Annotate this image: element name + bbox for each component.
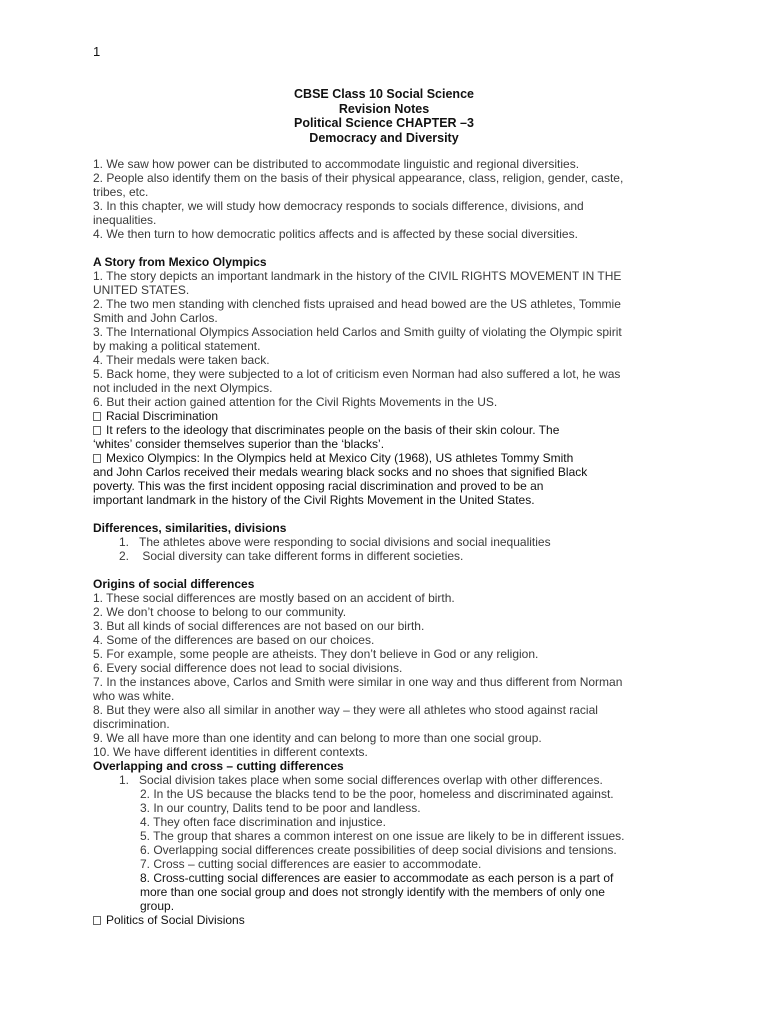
bullet-text: Politics of Social Divisions [106,913,245,927]
overlapping-line: more than one social group and does not strongly identify with the members of only one [140,885,605,899]
checkbox-bullet-icon [93,412,101,421]
origins-line: 8. But they were also all similar in another way – they were all athletes who stood against racial [93,703,598,717]
origins-line: 6. Every social difference does not lead to social divisions. [93,661,403,675]
list-item: 2. Social diversity can take different forms in different societies. [119,549,464,563]
mexico-line: 1. The story depicts an important landmark in the history of the CIVIL RIGHTS MOVEMENT IN THE [93,269,622,283]
overlapping-line: 4. They often face discrimination and injustice. [140,815,386,829]
origins-line: discrimination. [93,717,170,731]
text-line: and John Carlos received their medals wearing black socks and no shoes that signified Black [93,465,588,479]
overlapping-line: 8. Cross-cutting social differences are easier to accommodate as each person is a part of [140,871,614,885]
section-heading-overlapping: Overlapping and cross – cutting differences [93,759,344,773]
checkbox-bullet-icon [93,426,101,435]
text-line: important landmark in the history of the Civil Rights Movement in the United States. [93,493,535,507]
intro-line: 1. We saw how power can be distributed to accommodate linguistic and regional diversities. [93,157,580,171]
bullet-text: It refers to the ideology that discriminates people on the basis of their skin colour. The [106,423,560,437]
document-title [0,87,768,145]
section-heading-differences: Differences, similarities, divisions [93,521,287,535]
title-line-2: Revision Notes [338,101,430,116]
intro-line: 2. People also identify them on the basis of their physical appearance, class, religion, gender, caste, [93,171,624,185]
mexico-line: 4. Their medals were taken back. [93,353,270,367]
section-heading-mexico: A Story from Mexico Olympics [93,255,267,269]
intro-line: inequalities. [93,213,157,227]
checkbox-bullet-icon [93,916,101,925]
mexico-line: 3. The International Olympics Association held Carlos and Smith guilty of violating the Olympic spirit [93,325,622,339]
mexico-line: not included in the next Olympics. [93,381,273,395]
bullet-text: Mexico Olympics: In the Olympics held at Mexico City (1968), US athletes Tommy Smith [106,451,574,465]
origins-line: 3. But all kinds of social differences are not based on our birth. [93,619,425,633]
checkbox-bullet-icon [93,454,101,463]
origins-line: 2. We don’t choose to belong to our community. [93,605,347,619]
mexico-line: 6. But their action gained attention for the Civil Rights Movements in the US. [93,395,498,409]
bullet-text: Racial Discrimination [106,409,219,423]
origins-line: 5. For example, some people are atheists. They don’t believe in God or any religion. [93,647,539,661]
text-line: poverty. This was the first incident opposing racial discrimination and proved to be an [93,479,544,493]
bullet-item [93,409,673,423]
mexico-line: 5. Back home, they were subjected to a lot of criticism even Norman had also suffered a lot, he was [93,367,621,381]
overlapping-line: 6. Overlapping social differences create possibilities of deep social divisions and tensions. [140,843,617,857]
origins-line: 10. We have different identities in different contexts. [93,745,368,759]
origins-line: 4. Some of the differences are based on our choices. [93,633,375,647]
list-item: 1. Social division takes place when some social differences overlap with other differences. [119,773,603,787]
origins-line: 1. These social differences are mostly based on an accident of birth. [93,591,455,605]
overlapping-line: 5. The group that shares a common interest on one issue are likely to be in different issues. [140,829,625,843]
list-item: 1. The athletes above were responding to social divisions and social inequalities [119,535,551,549]
origins-line: 7. In the instances above, Carlos and Smith were similar in one way and thus different from Norman [93,675,623,689]
mexico-line: UNITED STATES. [93,283,190,297]
page-number: 1 [93,44,101,59]
overlapping-line: group. [140,899,175,913]
text-line: ‘whites’ consider themselves superior than the ‘blacks’. [93,437,385,451]
overlapping-line: 7. Cross – cutting social differences are easier to accommodate. [140,857,482,871]
mexico-line: by making a political statement. [93,339,261,353]
intro-line: 3. In this chapter, we will study how democracy responds to socials difference, divisions, and [93,199,584,213]
origins-line: who was white. [93,689,175,703]
mexico-line: Smith and John Carlos. [93,311,218,325]
title-line-4: Democracy and Diversity [309,130,459,145]
section-heading-origins: Origins of social differences [93,577,255,591]
intro-line: tribes, etc. [93,185,149,199]
origins-line: 9. We all have more than one identity and can belong to more than one social group. [93,731,542,745]
mexico-line: 2. The two men standing with clenched fists upraised and head bowed are the US athletes, Tommie [93,297,621,311]
intro-line: 4. We then turn to how democratic politics affects and is affected by these social diversities. [93,227,578,241]
overlapping-line: 2. In the US because the blacks tend to be the poor, homeless and discriminated against. [140,787,614,801]
bullet-item [93,423,673,437]
title-line-1: CBSE Class 10 Social Science [294,87,474,101]
title-line-3: Political Science CHAPTER –3 [294,116,474,130]
overlapping-line: 3. In our country, Dalits tend to be poor and landless. [140,801,421,815]
document-body [93,157,673,927]
bullet-item [93,913,673,927]
bullet-item [93,451,673,465]
